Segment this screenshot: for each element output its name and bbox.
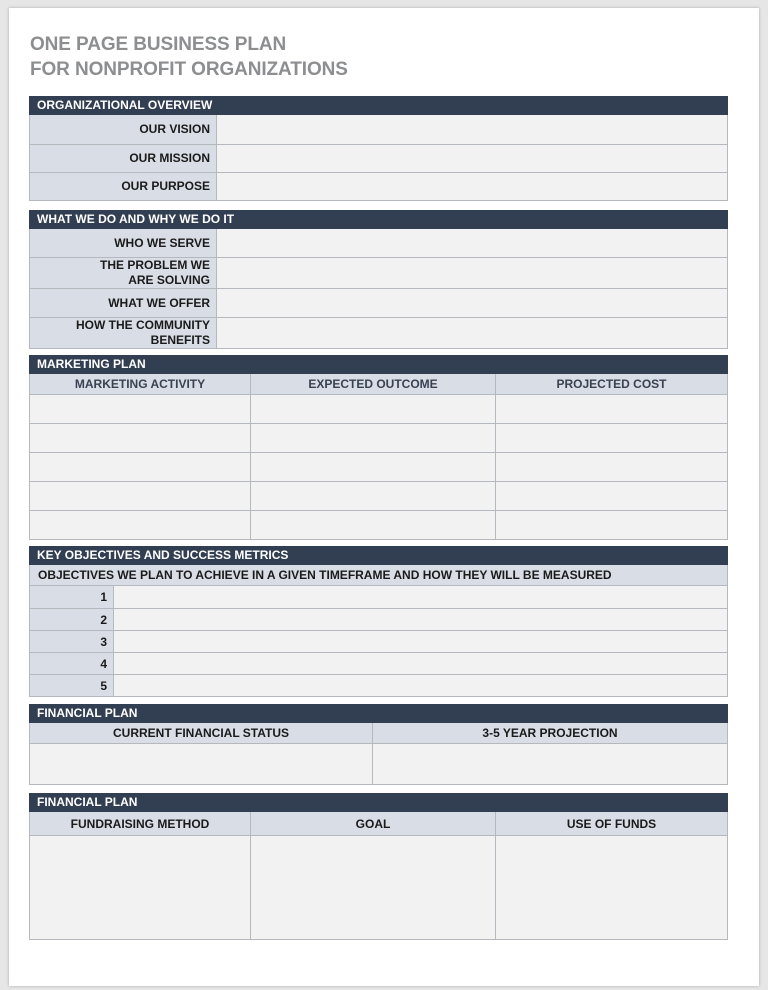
overview-row-purpose bbox=[30, 172, 727, 200]
objective-number: 3 bbox=[30, 631, 114, 652]
table-cell[interactable] bbox=[496, 424, 727, 452]
table-row bbox=[30, 836, 727, 939]
key-objectives-section bbox=[29, 546, 728, 697]
objectives-subheader: OBJECTIVES WE PLAN TO ACHIEVE IN A GIVEN TIMEFRAME AND HOW THEY WILL BE MEASURED bbox=[29, 565, 728, 585]
table-cell[interactable] bbox=[496, 482, 727, 510]
table-cell[interactable] bbox=[30, 453, 251, 481]
table-cell[interactable] bbox=[496, 511, 727, 539]
section-header: KEY OBJECTIVES AND SUCCESS METRICS bbox=[29, 546, 728, 565]
overview-row-vision bbox=[30, 115, 727, 144]
fundraising-method-field[interactable] bbox=[30, 836, 251, 939]
table-cell[interactable] bbox=[30, 511, 251, 539]
objective-number: 2 bbox=[30, 609, 114, 630]
objective-number: 4 bbox=[30, 653, 114, 674]
column-header: EXPECTED OUTCOME bbox=[251, 374, 496, 394]
what-we-do-section bbox=[29, 210, 728, 349]
document-page bbox=[9, 8, 759, 986]
financial-table bbox=[29, 743, 728, 785]
section-header: ORGANIZATIONAL OVERVIEW bbox=[29, 96, 728, 115]
row-label: OUR PURPOSE bbox=[30, 173, 217, 200]
table-row bbox=[30, 452, 727, 481]
column-header: GOAL bbox=[251, 812, 496, 835]
vision-field[interactable] bbox=[217, 115, 727, 144]
mission-field[interactable] bbox=[217, 145, 727, 172]
fundraising-section bbox=[29, 793, 728, 940]
whatwedo-row-problem bbox=[30, 257, 727, 288]
year-projection-field[interactable] bbox=[373, 744, 727, 784]
objective-row-5 bbox=[30, 674, 727, 696]
section-header: FINANCIAL PLAN bbox=[29, 704, 728, 723]
community-benefits-field[interactable] bbox=[217, 318, 727, 348]
section-header: WHAT WE DO AND WHY WE DO IT bbox=[29, 210, 728, 229]
marketing-plan-section bbox=[29, 355, 728, 540]
column-header: MARKETING ACTIVITY bbox=[30, 374, 251, 394]
title-line-1: ONE PAGE BUSINESS PLAN bbox=[30, 34, 287, 55]
who-we-serve-field[interactable] bbox=[217, 229, 727, 257]
marketing-table bbox=[29, 394, 728, 540]
table-cell[interactable] bbox=[30, 424, 251, 452]
page-title bbox=[30, 32, 348, 82]
fundraising-table bbox=[29, 835, 728, 940]
organizational-overview-section bbox=[29, 96, 728, 201]
objective-field[interactable] bbox=[114, 586, 727, 608]
goal-field[interactable] bbox=[251, 836, 496, 939]
column-header: FUNDRAISING METHOD bbox=[30, 812, 251, 835]
row-label: OUR MISSION bbox=[30, 145, 217, 172]
objective-row-3 bbox=[30, 630, 727, 652]
row-label: OUR VISION bbox=[30, 115, 217, 144]
table-cell[interactable] bbox=[251, 482, 496, 510]
overview-row-mission bbox=[30, 144, 727, 172]
whatwedo-row-community bbox=[30, 317, 727, 348]
current-financial-status-field[interactable] bbox=[30, 744, 373, 784]
whatwedo-row-serve bbox=[30, 229, 727, 257]
row-label: THE PROBLEM WE ARE SOLVING bbox=[30, 258, 217, 288]
section-header: FINANCIAL PLAN bbox=[29, 793, 728, 812]
row-label: HOW THE COMMUNITY BENEFITS bbox=[30, 318, 217, 348]
purpose-field[interactable] bbox=[217, 173, 727, 200]
objective-row-4 bbox=[30, 652, 727, 674]
table-cell[interactable] bbox=[251, 395, 496, 423]
financial-plan-section bbox=[29, 704, 728, 785]
problem-field[interactable] bbox=[217, 258, 727, 288]
title-line-2: FOR NONPROFIT ORGANIZATIONS bbox=[30, 59, 348, 80]
column-header: 3-5 YEAR PROJECTION bbox=[482, 726, 618, 740]
table-row bbox=[30, 481, 727, 510]
objective-field[interactable] bbox=[114, 653, 727, 674]
table-row bbox=[30, 744, 727, 784]
table-row bbox=[30, 395, 727, 423]
objective-field[interactable] bbox=[114, 609, 727, 630]
what-we-offer-field[interactable] bbox=[217, 289, 727, 317]
section-header: MARKETING PLAN bbox=[29, 355, 728, 374]
table-cell[interactable] bbox=[30, 482, 251, 510]
column-header: PROJECTED COST bbox=[556, 377, 667, 391]
use-of-funds-field[interactable] bbox=[496, 836, 727, 939]
objective-field[interactable] bbox=[114, 675, 727, 696]
table-cell[interactable] bbox=[251, 453, 496, 481]
table-cell[interactable] bbox=[496, 453, 727, 481]
whatwedo-row-offer bbox=[30, 288, 727, 317]
table-row bbox=[30, 423, 727, 452]
column-header: CURRENT FINANCIAL STATUS bbox=[30, 723, 373, 743]
table-cell[interactable] bbox=[496, 395, 727, 423]
table-row bbox=[30, 510, 727, 539]
row-label: WHAT WE OFFER bbox=[30, 289, 217, 317]
row-label: WHO WE SERVE bbox=[30, 229, 217, 257]
objective-row-1 bbox=[30, 586, 727, 608]
table-cell[interactable] bbox=[30, 395, 251, 423]
table-cell[interactable] bbox=[251, 511, 496, 539]
column-header: USE OF FUNDS bbox=[566, 816, 657, 831]
table-cell[interactable] bbox=[251, 424, 496, 452]
objective-number: 5 bbox=[30, 675, 114, 696]
objective-number: 1 bbox=[30, 586, 114, 608]
objective-field[interactable] bbox=[114, 631, 727, 652]
objective-row-2 bbox=[30, 608, 727, 630]
